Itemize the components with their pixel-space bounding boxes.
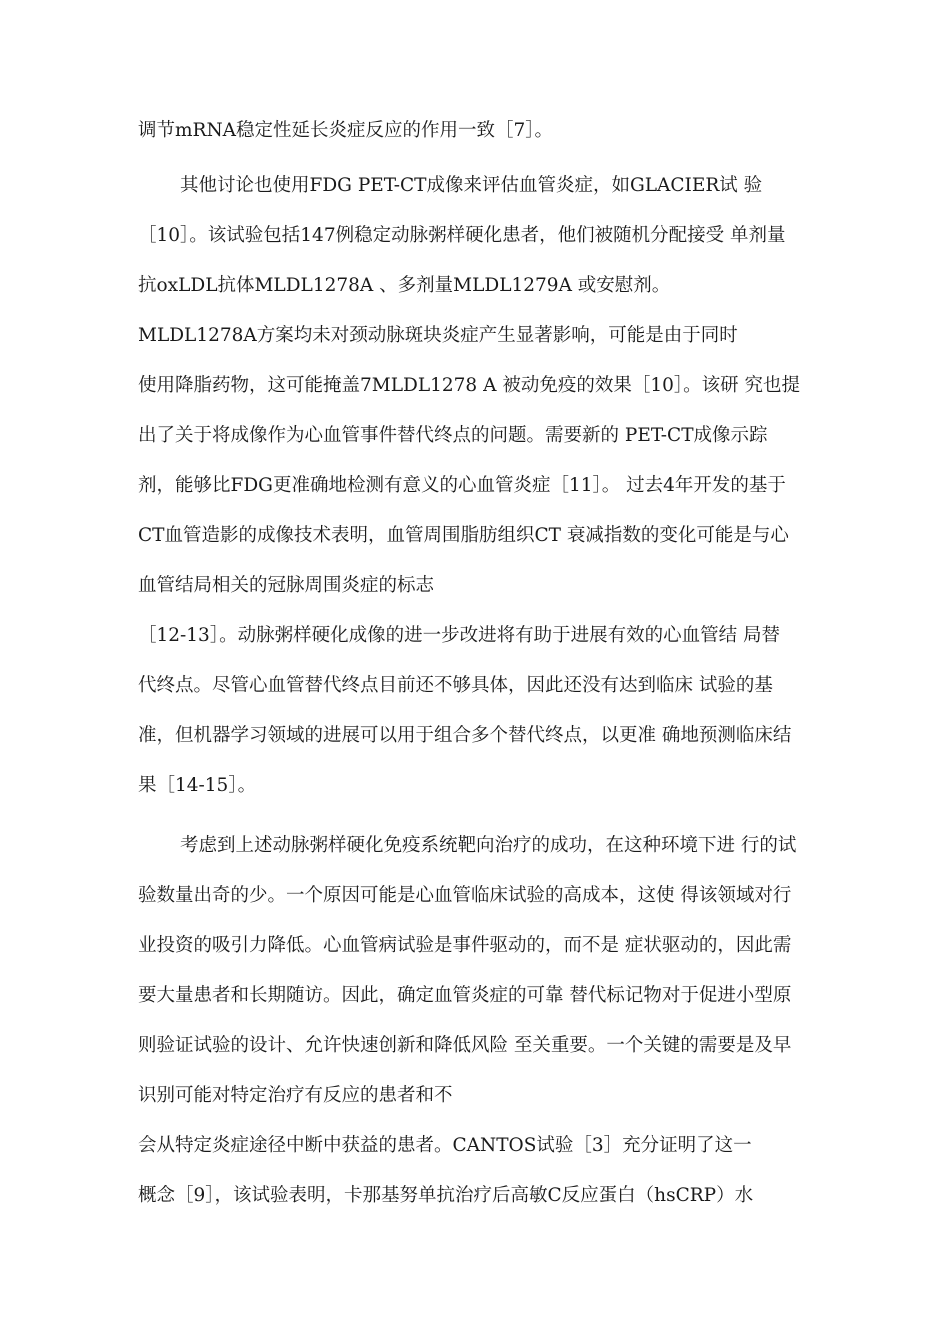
text-line-6: 使用降脂药物，这可能掩盖7MLDL1278 A 被动免疫的效果［10］。该研 究也提: [138, 375, 800, 396]
text-line-18: 要大量患者和长期随访。因此，确定血管炎症的可靠 替代标记物对于促进小型原: [138, 985, 792, 1006]
text-line-7: 出了关于将成像作为心血管事件替代终点的问题。需要新的 PET-CT成像示踪: [138, 425, 768, 446]
text-line-13: 准，但机器学习领域的进展可以用于组合多个替代终点，以更准 确地预测临床结: [138, 725, 792, 746]
text-line-5: MLDL1278A方案均未对颈动脉斑块炎症产生显著影响，可能是由于同时: [138, 325, 738, 346]
text-line-22: 概念［9］，该试验表明，卡那基努单抗治疗后高敏C反应蛋白（hsCRP）水: [138, 1185, 754, 1206]
text-line-9: CT血管造影的成像技术表明，血管周围脂肪组织CT 衰减指数的变化可能是与心: [138, 525, 789, 546]
text-line-3: ［10］。该试验包括147例稳定动脉粥样硬化患者，他们被随机分配接受 单剂量: [138, 225, 786, 246]
text-line-15: 考虑到上述动脉粥样硬化免疫系统靶向治疗的成功，在这种环境下进 行的试: [180, 835, 797, 856]
text-line-14: 果［14-15］。: [138, 775, 257, 796]
text-line-12: 代终点。尽管心血管替代终点目前还不够具体，因此还没有达到临床 试验的基: [138, 675, 773, 696]
text-line-2: 其他讨论也使用FDG PET-CT成像来评估血管炎症，如GLACIER试 验: [180, 175, 763, 196]
text-line-8: 剂，能够比FDG更准确地检测有意义的心血管炎症［11］。 过去4年开发的基于: [138, 475, 786, 496]
text-line-19: 则验证试验的设计、允许快速创新和降低风险 至关重要。一个关键的需要是及早: [138, 1035, 792, 1056]
text-line-4: 抗oxLDL抗体MLDL1278A 、多剂量MLDL1279A 或安慰剂。: [138, 275, 671, 296]
text-line-16: 验数量出奇的少。一个原因可能是心血管临床试验的高成本，这使 得该领域对行: [138, 885, 792, 906]
text-line-21: 会从特定炎症途径中断中获益的患者。CANTOS试验［3］充分证明了这一: [138, 1135, 752, 1156]
text-line-17: 业投资的吸引力降低。心血管病试验是事件驱动的，而不是 症状驱动的，因此需: [138, 935, 792, 956]
text-line-10: 血管结局相关的冠脉周围炎症的标志: [138, 575, 435, 596]
text-line-11: ［12-13］。动脉粥样硬化成像的进一步改进将有助于进展有效的心血管结 局替: [138, 625, 780, 646]
text-line-1: 调节mRNA稳定性延长炎症反应的作用一致［7］。: [138, 120, 554, 141]
text-line-20: 识别可能对特定治疗有反应的患者和不: [138, 1085, 453, 1106]
